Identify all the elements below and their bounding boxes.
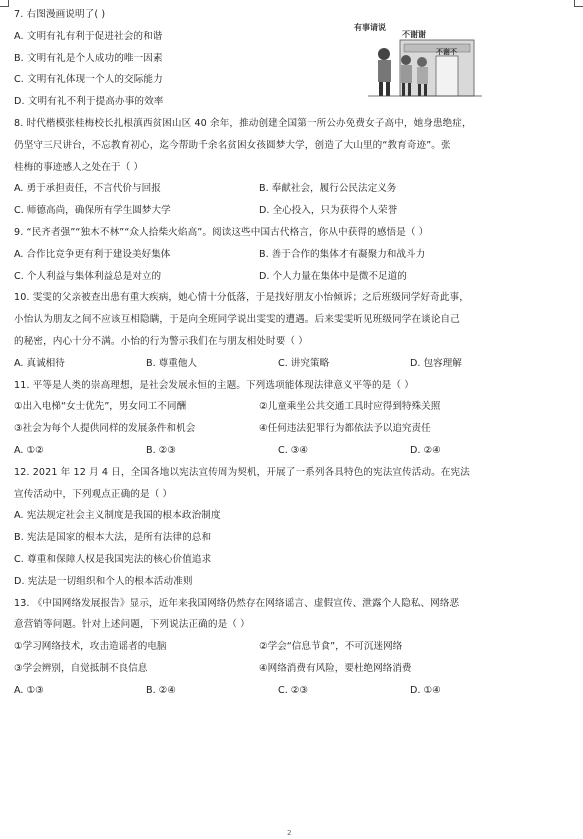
q12-stem-line: 宣传活动中，下列观点正确的是（ ） [14,488,173,500]
q12-stem-line: 12. 2021 年 12 月 4 日，全国各地以宪法宣传周为契机，开展了一系列各具特色的宪法宣传活动。在宪法 [14,466,470,478]
q9-option-b: B. 善于合作的集体才有凝聚力和战斗力 [259,248,426,260]
crop-mark-right [574,0,583,7]
q10-option-d: D. 包容理解 [410,357,462,369]
q11-options-row [14,440,570,462]
q7-stem: 7. 右图漫画说明了( ) [14,9,106,20]
q13-stem-line: 意营销等问题。针对上述问题，下列说法正确的是（ ） [14,619,250,631]
q10-options-row [14,353,570,375]
q10-stem-line: 小怡认为朋友之间不应该互相隐瞒，于是向全班同学说出雯雯的遭遇。后来雯雯听见班级同学在谈论自己 [14,314,460,326]
q11-option-b: B. ②③ [146,444,176,456]
q13-option-c: C. ②③ [278,684,308,696]
bubble-text-3: 不谢不 [436,48,457,56]
q13-item-1: ①学习网络技术，攻击造谣者的电脑 [14,641,167,653]
q10-option-a: A. 真诚相待 [14,357,65,369]
q13-item-4: ④网络消费有风险，要杜绝网络消费 [259,662,412,674]
q13-option-b: B. ②④ [146,684,176,696]
q12-option-b: B. 宪法是国家的根本大法，是所有法律的总和 [14,532,212,544]
q8-stem-line: 仍坚守三尺讲台，不忘教育初心，迄今帮助千余名贫困女孩圆梦大学，创造了大山里的“教育奇迹”。张 [14,139,451,151]
q9-option-a: A. 合作比竞争更有利于建设美好集体 [14,248,171,260]
q11-option-d: D. ②④ [410,444,441,456]
q12-option-a: A. 宪法规定社会主义制度是我国的根本政治制度 [14,510,221,522]
q9-options-row [14,266,570,288]
q13-options-row [14,680,570,702]
q11-item-2: ②儿童乘坐公共交通工具时应得到特殊关照 [259,401,441,413]
q13-items-row [14,658,570,680]
q13-item-3: ③学会辨别，自觉抵制不良信息 [14,662,148,674]
q10-stem-line: 的秘密，内心十分不满。小怡的行为警示我们在与朋友相处时要（ ） [14,335,308,347]
q8-option-d: D. 全心投入，只为获得个人荣誉 [259,205,398,217]
q13-option-a: A. ①③ [14,684,44,696]
q8-options-row [14,200,570,222]
q11-items-row [14,418,570,440]
q12-option-d: D. 宪法是一切组织和个人的根本活动准则 [14,575,193,587]
q11-item-1: ①出入电梯“女士优先”，男女同工不同酬 [14,401,187,413]
q11-item-3: ③社会为每个人提供同样的发展条件和机会 [14,423,196,435]
q12-option-c: C. 尊重和保障人权是我国宪法的核心价值追求 [14,553,212,565]
q8-option-c: C. 师德高尚，确保所有学生圆梦大学 [14,205,171,217]
q13-item-2: ②学会“信息节食”，不可沉迷网络 [259,641,403,653]
q7-option-d: D. 文明有礼不利于提高办事的效率 [14,96,164,108]
q8-stem-line: 桂梅的事迹感人之处在于（ ） [14,161,144,173]
q11-stem: 11. 平等是人类的崇高理想，是社会发展永恒的主题。下列选项能体现法律意义平等的是（ ） [14,379,414,391]
q8-options-row [14,178,570,200]
q13-option-d: D. ①④ [410,684,441,696]
q11-option-a: A. ①② [14,444,44,456]
q11-item-4: ④任何违法犯罪行为都依法予以追究责任 [259,423,431,435]
q7-option-b: B. 文明有礼是个人成功的唯一因素 [14,52,163,64]
q9-stem: 9. “民齐者强”“独木不林”“众人拾柴火焰高”。阅读这些中国古代格言，你从中获得的感悟是（ ） [14,226,429,238]
q11-items-row [14,396,570,418]
page-number: 2 [287,829,292,837]
q8-option-a: A. 勇于承担责任，不言代价与回报 [14,183,161,195]
q9-option-c: C. 个人利益与集体利益总是对立的 [14,270,162,282]
bubble-text-2: 不谢谢 [402,30,426,39]
q7-option-a: A. 文明有礼有利于促进社会的和谐 [14,30,163,42]
q10-option-b: B. 尊重他人 [146,357,198,369]
bubble-text-1: 有事请说 [354,23,386,32]
q11-option-c: C. ③④ [278,444,308,456]
exam-page [14,4,570,702]
q8-option-b: B. 奉献社会，履行公民法定义务 [259,183,397,195]
q10-option-c: C. 讲究策略 [278,357,330,369]
q9-option-d: D. 个人力量在集体中是微不足道的 [259,270,407,282]
q10-stem-line: 10. 雯雯的父亲被查出患有重大疾病，她心情十分低落，于是找好朋友小怡倾诉；之后班级同学好奇此事， [14,292,469,304]
q7-option-c: C. 文明有礼体现一个人的交际能力 [14,74,163,86]
q8-stem-line: 8. 时代楷模张桂梅校长扎根滇西贫困山区 40 余年，推动创建全国第一所公办免费女子高中，她身患绝症， [14,117,472,129]
q13-stem-line: 13. 《中国网络发展报告》显示，近年来我国网络仍然存在网络谣言、虚假宣传、泄露个人隐私、网络恶 [14,597,460,609]
q13-items-row [14,636,570,658]
q9-options-row [14,244,570,266]
crop-mark-left [0,0,9,7]
